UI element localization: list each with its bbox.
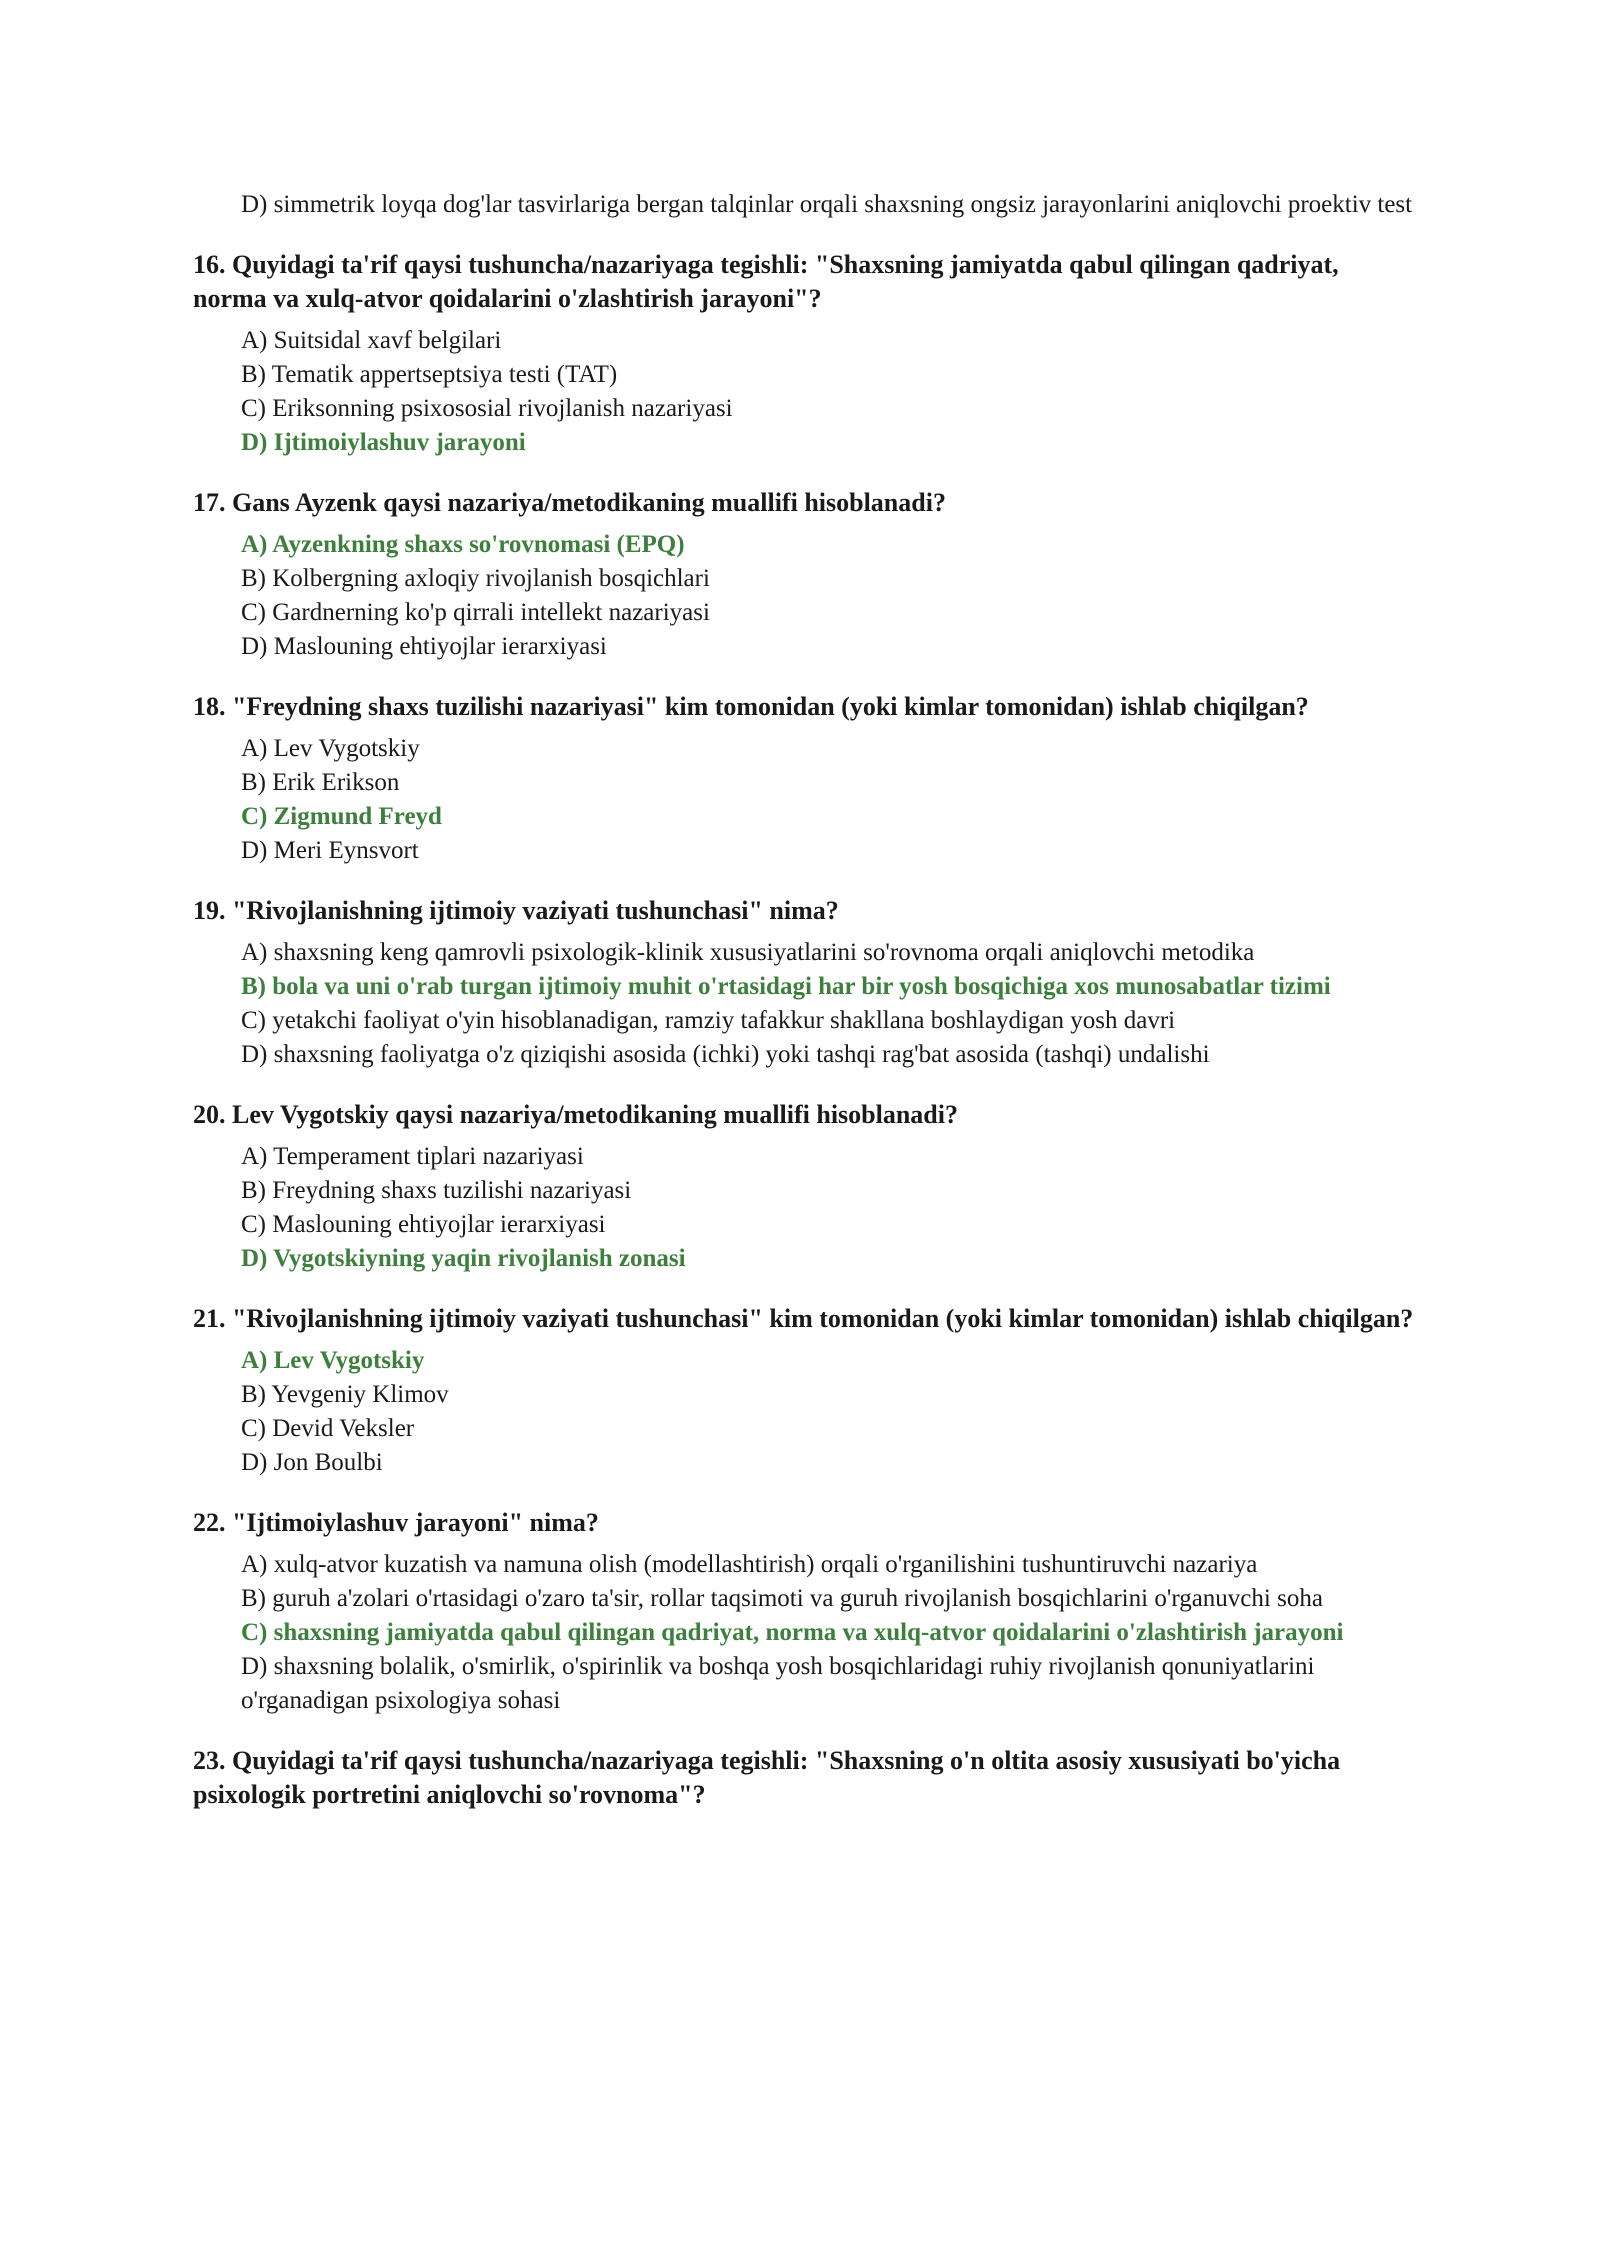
question-block [193, 248, 1418, 460]
answer-option: A) Temperament tiplari nazariyasi [241, 1143, 584, 1170]
correct-answer-option: D) Ijtimoiylashuv jarayoni [241, 429, 526, 456]
question-text: 23. Quyidagi ta'rif qaysi tushuncha/nazariyaga tegishli: "Shaxsning o'n oltita asosiy xususiyati bo'yicha psixologik portretini aniqlovchi so'rovnoma"? [193, 1746, 1341, 1809]
correct-answer-option: C) Zigmund Freyd [241, 803, 442, 830]
answer-option: A) Lev Vygotskiy [241, 735, 420, 762]
answer-options [241, 1548, 1418, 1718]
answer-option: C) Maslouning ehtiyojlar ierarxiyasi [241, 1211, 606, 1238]
correct-answer-option: D) Vygotskiyning yaqin rivojlanish zonasi [241, 1245, 686, 1272]
answer-options [241, 528, 1418, 664]
answer-option: D) Meri Eynsvort [241, 837, 419, 864]
document-page [193, 188, 1418, 1838]
question-text: 21. "Rivojlanishning ijtimoiy vaziyati tushunchasi" kim tomonidan (yoki kimlar tomonidan) ishlab chiqilgan? [193, 1304, 1414, 1333]
question-text: 20. Lev Vygotskiy qaysi nazariya/metodikaning muallifi hisoblanadi? [193, 1100, 958, 1129]
answer-options [241, 1344, 1418, 1480]
answer-option: A) Suitsidal xavf belgilari [241, 327, 502, 354]
question-text: 16. Quyidagi ta'rif qaysi tushuncha/nazariyaga tegishli: "Shaxsning jamiyatda qabul qilingan qadriyat, norma va xulq-atvor qoidalarini o'zlashtirish jarayoni"? [193, 250, 1339, 313]
answer-options [241, 1140, 1418, 1276]
correct-answer-option: C) shaxsning jamiyatda qabul qilingan qadriyat, norma va xulq-atvor qoidalarini o'zlashtirish jarayoni [241, 1619, 1344, 1646]
answer-options [241, 936, 1418, 1072]
question-text: 18. "Freydning shaxs tuzilishi nazariyasi" kim tomonidan (yoki kimlar tomonidan) ishlab chiqilgan? [193, 692, 1309, 721]
answer-option: C) yetakchi faoliyat o'yin hisoblanadigan, ramziy tafakkur shakllana boshlaydigan yosh davri [241, 1007, 1176, 1034]
correct-answer-option: A) Lev Vygotskiy [241, 1347, 425, 1374]
answer-option: B) Tematik appertseptsiya testi (TAT) [241, 361, 618, 388]
answer-options [241, 324, 1418, 460]
question-text: 19. "Rivojlanishning ijtimoiy vaziyati tushunchasi" nima? [193, 896, 839, 925]
correct-answer-option: B) bola va uni o'rab turgan ijtimoiy muhit o'rtasidagi har bir yosh bosqichiga xos munosabatlar tizimi [241, 973, 1331, 1000]
answer-option: A) shaxsning keng qamrovli psixologik-klinik xususiyatlarini so'rovnoma orqali aniqlovchi metodika [241, 939, 1255, 966]
answer-option: C) Devid Veksler [241, 1415, 415, 1442]
question-text: 17. Gans Ayzenk qaysi nazariya/metodikaning muallifi hisoblanadi? [193, 488, 946, 517]
question-block [193, 894, 1418, 1072]
answer-option: D) shaxsning faoliyatga o'z qiziqishi asosida (ichki) yoki tashqi rag'bat asosida (tashqi) undalishi [241, 1041, 1210, 1068]
answer-option: B) Erik Erikson [241, 769, 400, 796]
question-block [193, 1506, 1418, 1718]
answer-option: B) Yevgeniy Klimov [241, 1381, 449, 1408]
answer-option: D) Jon Boulbi [241, 1449, 383, 1476]
answer-option: D) shaxsning bolalik, o'smirlik, o'spirinlik va boshqa yosh bosqichlaridagi ruhiy rivojlanish qonuniyatlarini o'rganadigan psixologiya sohasi [241, 1653, 1315, 1714]
answer-option: D) Maslouning ehtiyojlar ierarxiyasi [241, 633, 607, 660]
question-block [193, 690, 1418, 868]
question-block [193, 1098, 1418, 1276]
question-block [193, 486, 1418, 664]
answer-option: A) xulq-atvor kuzatish va namuna olish (modellashtirish) orqali o'rganilishini tushuntiruvchi nazariya [241, 1551, 1258, 1578]
question-block [193, 1302, 1418, 1480]
correct-answer-option: A) Ayzenkning shaxs so'rovnomasi (EPQ) [241, 531, 685, 558]
answer-option: B) guruh a'zolari o'rtasidagi o'zaro ta'sir, rollar taqsimoti va guruh rivojlanish bosqichlarini o'rganuvchi soha [241, 1585, 1323, 1612]
answer-option: C) Eriksonning psixososial rivojlanish nazariyasi [241, 395, 733, 422]
answer-options [241, 732, 1418, 868]
answer-option: B) Freydning shaxs tuzilishi nazariyasi [241, 1177, 632, 1204]
question-list [193, 248, 1418, 1812]
continued-option: D) simmetrik loyqa dog'lar tasvirlariga bergan talqinlar orqali shaxsning ongsiz jarayonlarini aniqlovchi proektiv test [241, 191, 1413, 218]
question-block [193, 1744, 1418, 1812]
answer-option: C) Gardnerning ko'p qirrali intellekt nazariyasi [241, 599, 710, 626]
question-text: 22. "Ijtimoiylashuv jarayoni" nima? [193, 1508, 599, 1537]
answer-option: B) Kolbergning axloqiy rivojlanish bosqichlari [241, 565, 710, 592]
